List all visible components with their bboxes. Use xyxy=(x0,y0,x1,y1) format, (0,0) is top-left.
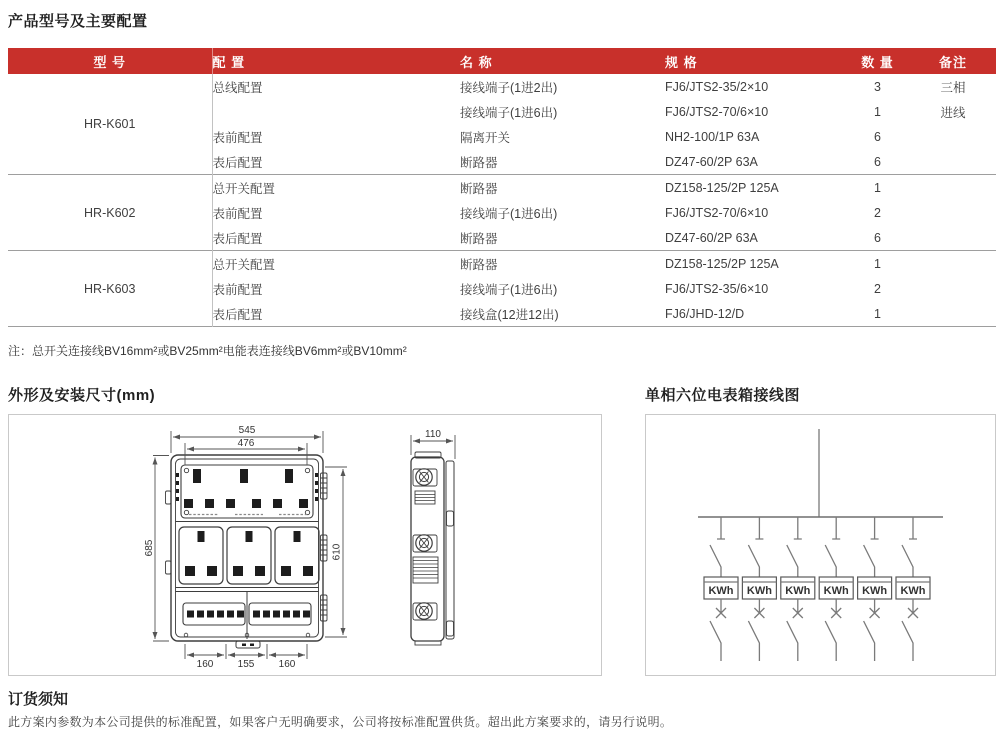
col-header-config: 配 置 xyxy=(212,48,460,74)
cell-config: 表后配置 xyxy=(212,231,263,246)
cell-qty: 1 xyxy=(874,104,881,119)
dimensions-section-title: 外形及安装尺寸(mm) xyxy=(8,387,156,404)
cell-remark xyxy=(910,175,996,201)
cell-qty: 1 xyxy=(874,306,881,321)
cell-remark xyxy=(910,149,996,175)
dim-label-610: 610 xyxy=(331,543,343,561)
table-row xyxy=(8,175,996,201)
cell-name: 隔离开关 xyxy=(460,130,511,145)
cell-spec: FJ6/JTS2-35/2×10 xyxy=(665,79,769,94)
dim-label-476: 476 xyxy=(237,438,255,449)
hinge-stack xyxy=(321,473,328,621)
branch-switch-bottom xyxy=(710,599,726,661)
meter-branch xyxy=(704,517,738,661)
cell-remark xyxy=(910,200,996,225)
wiring-diagram xyxy=(646,415,993,673)
cell-qty: 1 xyxy=(845,175,910,201)
page-title: 产品型号及主要配置 xyxy=(8,13,148,30)
meter-branches xyxy=(704,517,930,661)
branch-switch-top xyxy=(710,517,725,577)
kwh-meter-label: KWh xyxy=(746,585,772,597)
cell-spec: DZ158-125/2P 125A xyxy=(665,251,845,277)
cell-spec: FJ6/JTS2-35/6×10 xyxy=(665,281,769,296)
kwh-meter-label: KWh xyxy=(900,585,926,597)
side-view-drawing xyxy=(411,429,455,645)
cell-name: 接线端子(1进6出) xyxy=(460,206,558,221)
cell-name: 接线盒(12进12出) xyxy=(460,307,559,322)
cell-model: HR-K603 xyxy=(8,251,212,327)
kwh-meter-label: KWh xyxy=(862,585,888,597)
cell-config xyxy=(212,99,460,124)
cell-name: 接线端子(1进2出) xyxy=(460,80,558,95)
cell-config: 表前配置 xyxy=(212,282,263,297)
col-header-spec: 规 格 xyxy=(665,48,845,74)
meter-branch xyxy=(742,517,776,661)
branch-switch-bottom xyxy=(864,599,880,661)
wiring-section-title: 单相六位电表箱接线图 xyxy=(645,387,801,404)
branch-switch-bottom xyxy=(748,599,764,661)
cell-remark xyxy=(910,276,996,301)
cell-spec: DZ158-125/2P 125A xyxy=(665,175,845,201)
dim-label-155: 155 xyxy=(237,659,255,670)
cell-spec: FJ6/JHD-12/D xyxy=(665,306,745,321)
front-view-dimensions xyxy=(144,425,347,670)
cell-config: 表后配置 xyxy=(212,307,263,322)
cell-spec: DZ47-60/2P 63A xyxy=(665,154,758,169)
spec-table xyxy=(8,48,996,327)
cell-config: 总开关配置 xyxy=(212,175,460,201)
table-row xyxy=(8,74,996,99)
cell-name: 断路器 xyxy=(460,155,498,170)
wiring-panel xyxy=(645,414,996,676)
meter-branch xyxy=(896,517,930,661)
cell-spec: NH2-100/1P 63A xyxy=(665,129,760,144)
dim-label-110: 110 xyxy=(425,429,441,440)
branch-switch-bottom xyxy=(902,599,918,661)
cell-remark xyxy=(910,225,996,251)
col-header-qty: 数 量 xyxy=(845,48,910,74)
cell-qty: 6 xyxy=(874,154,881,169)
col-header-name: 名 称 xyxy=(460,48,665,74)
cell-qty: 2 xyxy=(874,281,881,296)
cell-model: HR-K602 xyxy=(8,175,212,251)
cell-name: 接线端子(1进6出) xyxy=(460,105,558,120)
dim-label-160-right: 160 xyxy=(278,659,296,670)
cell-qty: 2 xyxy=(874,205,881,220)
cell-config: 表前配置 xyxy=(212,130,263,145)
dim-label-685: 685 xyxy=(144,539,155,557)
cell-config: 总开关配置 xyxy=(212,251,460,277)
branch-switch-top xyxy=(902,517,917,577)
cell-name: 断路器 xyxy=(460,231,498,246)
meter-branch xyxy=(819,517,853,661)
wiring-note: 注：总开关连接线BV16mm²或BV25mm²电能表连接线BV6mm²或BV10mm² xyxy=(8,344,407,358)
cell-name: 断路器 xyxy=(460,251,665,277)
cell-remark xyxy=(910,124,996,149)
cell-name: 接线端子(1进6出) xyxy=(460,282,558,297)
table-row xyxy=(8,251,996,277)
cell-remark xyxy=(910,251,996,277)
cell-remark xyxy=(910,301,996,327)
branch-switch-bottom xyxy=(787,599,803,661)
branch-switch-top xyxy=(864,517,879,577)
ordering-section-title: 订货须知 xyxy=(8,691,69,708)
dim-label-160-left: 160 xyxy=(196,659,214,670)
cell-spec: FJ6/JTS2-70/6×10 xyxy=(665,205,769,220)
cell-qty: 6 xyxy=(874,230,881,245)
cell-name: 断路器 xyxy=(460,175,665,201)
col-header-model: 型 号 xyxy=(8,48,212,74)
meter-branch xyxy=(781,517,815,661)
table-header-row xyxy=(8,48,996,74)
cell-qty: 1 xyxy=(845,251,910,277)
cell-remark: 三相 xyxy=(940,80,966,95)
front-view-drawing xyxy=(166,455,328,648)
cell-spec: FJ6/JTS2-70/6×10 xyxy=(665,104,769,119)
cell-config: 表后配置 xyxy=(212,155,263,170)
branch-switch-top xyxy=(825,517,840,577)
dimensions-panel xyxy=(8,414,602,676)
cell-qty: 6 xyxy=(874,129,881,144)
branch-switch-bottom xyxy=(825,599,841,661)
kwh-meter-label: KWh xyxy=(785,585,811,597)
branch-switch-top xyxy=(748,517,763,577)
cell-config: 总线配置 xyxy=(212,80,263,95)
cell-remark: 进线 xyxy=(940,105,966,120)
branch-switch-top xyxy=(787,517,802,577)
meter-branch xyxy=(858,517,892,661)
kwh-meter-label: KWh xyxy=(823,585,849,597)
dim-label-545: 545 xyxy=(238,425,256,436)
ordering-note-text: 此方案内参数为本公司提供的标准配置，如果客户无明确要求，公司将按标准配置供货。超出此方案要求的，请另行说明。 xyxy=(8,715,673,729)
cell-spec: DZ47-60/2P 63A xyxy=(665,230,758,245)
col-header-remark: 备注 xyxy=(910,48,996,74)
cell-qty: 3 xyxy=(874,79,881,94)
cell-model: HR-K601 xyxy=(8,74,212,175)
cell-config: 表前配置 xyxy=(212,206,263,221)
kwh-meter-label: KWh xyxy=(708,585,734,597)
dimension-drawing xyxy=(9,415,599,673)
